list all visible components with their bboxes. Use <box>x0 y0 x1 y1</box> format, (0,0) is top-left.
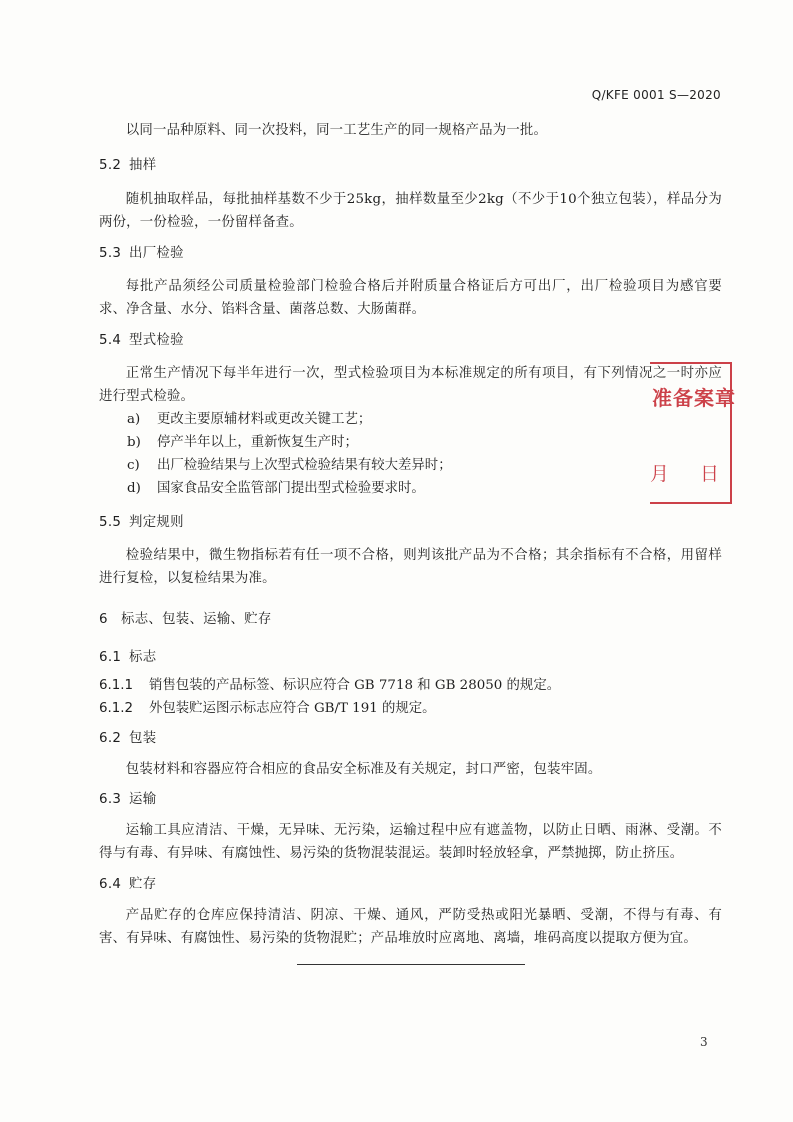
section-title: 标志 <box>129 650 157 665</box>
section-number: 5.2 <box>99 158 122 173</box>
section-title: 判定规则 <box>129 515 184 530</box>
section-title: 包装 <box>129 731 157 746</box>
judgement-rules-text: 检验结果中，微生物指标若有任一项不合格，则判该批产品为不合格；其余指标有不合格，用留样进行复检，以复检结果为准。 <box>99 548 722 586</box>
section-5-4-heading <box>99 331 722 351</box>
type-inspection-text: 正常生产情况下每半年进行一次，型式检验项目为本标准规定的所有项目，有下列情况之一时亦应进行型式检验。 <box>99 366 722 404</box>
stamp-month: 月 <box>650 463 670 485</box>
list-item: d) 国家食品安全监管部门提出型式检验要求时。 <box>127 481 425 496</box>
clause-6-1-1: 6.1.1 销售包装的产品标签、标识应符合 GB 7718 和 GB 28050 的规定。 <box>99 678 561 693</box>
standard-code: Q/KFE 0001 S—2020 <box>591 88 721 102</box>
section-number: 5.5 <box>99 515 122 530</box>
section-5-2-heading <box>99 156 722 176</box>
list-item: c) 出厂检验结果与上次型式检验结果有较大差异时； <box>127 458 452 473</box>
packaging-text: 包装材料和容器应符合相应的食品安全标准及有关规定，封口严密，包装牢固。 <box>125 762 602 777</box>
section-title: 运输 <box>129 792 157 807</box>
section-title: 标志、包装、运输、贮存 <box>121 612 272 627</box>
section-title: 贮存 <box>129 877 157 892</box>
document-body <box>99 119 722 950</box>
section-number: 6.2 <box>99 731 122 746</box>
clause-6-1-2: 6.1.2 外包装贮运图示标志应符合 GB/T 191 的规定。 <box>99 701 436 716</box>
stamp-day: 日 <box>700 463 720 485</box>
factory-inspection-text: 每批产品须经公司质量检验部门检验合格后并附质量合格证后方可出厂，出厂检验项目为感官要求、净含量、水分、馅料含量、菌落总数、大肠菌群。 <box>99 279 722 317</box>
storage-text: 产品贮存的仓库应保持清洁、阴凉、干燥、通风，严防受热或阳光暴晒、受潮，不得与有毒、有害、有异味、有腐蚀性、易污染的货物混贮；产品堆放时应离地、离墙，堆码高度以提取方便为宜。 <box>99 908 722 946</box>
section-number: 6.3 <box>99 792 122 807</box>
section-6-heading <box>99 610 722 630</box>
section-5-5-heading <box>99 513 722 533</box>
section-number: 6.1 <box>99 650 122 665</box>
stamp-title: 准备案章 <box>652 386 736 410</box>
batch-definition-text: 以同一品种原料、同一次投料，同一工艺生产的同一规格产品为一批。 <box>125 123 548 138</box>
section-number: 6 <box>99 612 108 627</box>
section-title: 出厂检验 <box>129 246 184 261</box>
section-title: 型式检验 <box>129 333 184 348</box>
section-6-3-heading <box>99 790 722 810</box>
transport-text: 运输工具应清洁、干燥，无异味、无污染，运输过程中应有遮盖物，以防止日晒、雨淋、受潮。不得与有毒、有异味、有腐蚀性、易污染的货物混装混运。装卸时轻放轻拿，严禁抛掷，防止挤压。 <box>99 823 722 861</box>
section-6-2-heading <box>99 729 722 749</box>
section-number: 5.3 <box>99 246 122 261</box>
section-number: 6.4 <box>99 877 122 892</box>
section-number: 5.4 <box>99 333 122 348</box>
section-title: 抽样 <box>129 158 157 173</box>
list-item: a) 更改主要原辅材料或更改关键工艺； <box>127 412 372 427</box>
section-6-4-heading <box>99 875 722 895</box>
section-5-3-heading <box>99 244 722 264</box>
end-rule <box>297 964 525 965</box>
section-6-1-heading <box>99 648 722 668</box>
page-number: 3 <box>700 1035 708 1049</box>
sampling-text: 随机抽取样品，每批抽样基数不少于25kg，抽样数量至少2kg（不少于10个独立包装），样品分为两份，一份检验，一份留样备查。 <box>99 192 722 230</box>
list-item: b) 停产半年以上，重新恢复生产时； <box>127 435 358 450</box>
